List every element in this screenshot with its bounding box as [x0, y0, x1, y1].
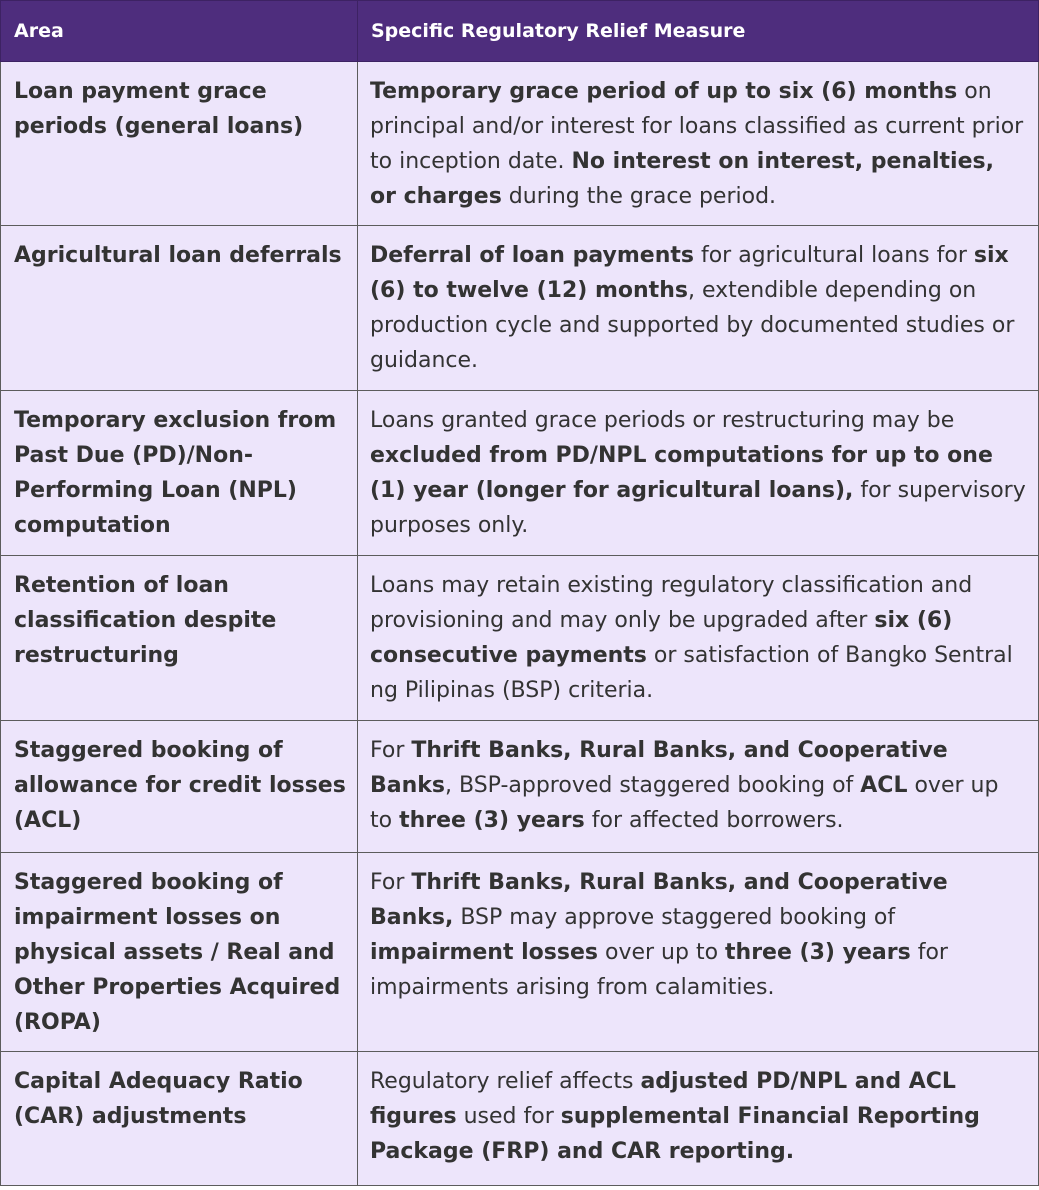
- measure-text: or satisfaction of Bangko Sentral ng Pilipinas (BSP) criteria.: [370, 643, 1013, 703]
- measure-text: during the grace period.: [501, 184, 777, 209]
- area-cell: Capital Adequacy Ratio (CAR) adjustments: [1, 1052, 358, 1186]
- measure-text: Regulatory relief affects: [370, 1069, 641, 1094]
- table-row: [1, 1052, 1039, 1186]
- measure-text: for affected borrowers.: [584, 808, 844, 833]
- measure-text: , extendible depending on production cycle and supported by documented studies or guidance.: [370, 278, 1015, 373]
- measure-cell: [358, 556, 1039, 721]
- measure-text-bold: Deferral of loan payments: [370, 243, 694, 268]
- measure-text: for supervisory purposes only.: [370, 478, 1026, 538]
- measure-cell: [358, 391, 1039, 556]
- measure-text: For: [370, 870, 412, 895]
- measure-text-bold: three (3) years: [399, 808, 585, 833]
- measure-text-bold: excluded from PD/NPL computations for up to one (1) year (longer for agricultural loans),: [370, 443, 993, 503]
- measure-cell: [358, 853, 1039, 1052]
- measure-text: for agricultural loans for: [693, 243, 974, 268]
- measure-text: For: [370, 738, 412, 763]
- table-row: [1, 721, 1039, 853]
- measure-text-bold: adjusted PD/NPL and ACL figures: [370, 1069, 956, 1129]
- table-row: [1, 853, 1039, 1052]
- measure-text-bold: Temporary grace period of up to six (6) months: [370, 79, 958, 104]
- area-cell: Temporary exclusion from Past Due (PD)/Non-Performing Loan (NPL) computation: [1, 391, 358, 556]
- table-header: [1, 1, 1039, 62]
- header-area: Area: [1, 1, 358, 62]
- table-row: [1, 391, 1039, 556]
- measure-cell: [358, 721, 1039, 853]
- table-row: [1, 226, 1039, 391]
- measure-text-bold: supplemental Financial Reporting Package (FRP) and CAR reporting.: [370, 1104, 980, 1164]
- measure-cell: [358, 1052, 1039, 1186]
- measure-text-bold: three (3) years: [725, 940, 911, 965]
- measure-text-bold: Thrift Banks, Rural Banks, and Cooperative Banks,: [370, 870, 948, 930]
- table-body: [1, 62, 1039, 1186]
- header-row: [1, 1, 1039, 62]
- measure-text: , BSP-approved staggered booking of: [445, 773, 861, 798]
- measure-cell: [358, 62, 1039, 226]
- area-cell: Staggered booking of allowance for credit losses (ACL): [1, 721, 358, 853]
- header-measure: Specific Regulatory Relief Measure: [358, 1, 1039, 62]
- measure-text: Loans may retain existing regulatory classification and provisioning and may only be upgraded after: [370, 573, 973, 633]
- measure-text-bold: No interest on interest, penalties, or charges: [370, 149, 994, 209]
- area-cell: Staggered booking of impairment losses on physical assets / Real and Other Properties Acquired (ROPA): [1, 853, 358, 1052]
- table-row: [1, 62, 1039, 226]
- measure-text: over up to: [598, 940, 726, 965]
- table-row: [1, 556, 1039, 721]
- measure-text: used for: [456, 1104, 561, 1129]
- measure-text-bold: Thrift Banks, Rural Banks, and Cooperative Banks: [370, 738, 948, 798]
- measure-text-bold: six (6) consecutive payments: [370, 608, 953, 668]
- measure-cell: [358, 226, 1039, 391]
- area-cell: Agricultural loan deferrals: [1, 226, 358, 391]
- measure-text: Loans granted grace periods or restructuring may be: [370, 408, 955, 433]
- measure-text-bold: ACL: [860, 773, 908, 798]
- measure-text: for impairments arising from calamities.: [370, 940, 948, 1000]
- measure-text: over up to: [370, 773, 999, 833]
- area-cell: Loan payment grace periods (general loans): [1, 62, 358, 226]
- area-cell: Retention of loan classification despite restructuring: [1, 556, 358, 721]
- measure-text: BSP may approve staggered booking of: [453, 905, 896, 930]
- measure-text-bold: six (6) to twelve (12) months: [370, 243, 1009, 303]
- measure-text: on principal and/or interest for loans classified as current prior to inception date.: [370, 79, 1024, 174]
- measure-text-bold: impairment losses: [370, 940, 598, 965]
